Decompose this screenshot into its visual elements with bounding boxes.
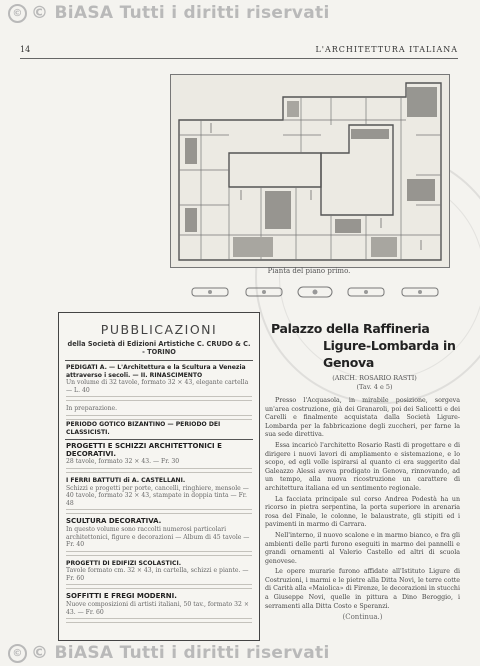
paragraph: La facciata principale sul corso Andrea Podestà ha un ricorso in pietra serpentina, la porta superiore in arenaria rosa del Finale, le colonne, le balaustrate, gli stipiti ed i pavimenti in marmo di Carrara. (265, 495, 460, 529)
page-header (20, 44, 458, 59)
article-byline: (ARCH. ROSARIO RASTI) (332, 374, 417, 382)
watermark-text: © BiASA Tutti i diritti riservati (31, 3, 330, 23)
article-body (265, 397, 460, 611)
ad-entry-details: Un volume di 32 tavole, formato 32 × 43, elegante cartella — L. 40 (66, 379, 252, 402)
ad-entry-heading: PROGETTI E SCHIZZI ARCHITETTONICI E DECORATIVI. (66, 442, 222, 458)
ad-entry (59, 443, 259, 474)
watermark-text: © BiASA Tutti i diritti riservati (31, 643, 330, 663)
ad-entry-details: Schizzi e progetti per porte, cancelli, ringhiere, mensole — 40 tavole, formato 32 × 43, stampate in doppia tinta — Fr. 48 (66, 485, 252, 516)
running-head: L'ARCHITETTURA ITALIANA (315, 45, 458, 54)
ad-entry-heading: SOFFITTI E FREGI MODERNI. (66, 592, 177, 601)
paragraph: Presso l'Acquasola, in mirabile posizione, sorgeva un'area costruzione, già dei Granaroli, poi dei Salicetti e dei Carelli e finalmente acquistata dalla Società Ligure-Lombarda per la fabbricazione degli zuccheri, per farne la sua sede direttiva. (265, 397, 460, 439)
article-title-line-1: Palazzo della Raffineria (271, 321, 430, 336)
divider (65, 439, 253, 440)
article-plate-reference: (Tav. 4 e 5) (356, 383, 393, 391)
ad-entry-heading: PROGETTI DI EDIFIZI SCOLASTICI. (66, 559, 182, 567)
ad-entry-details: Tavole formato cm. 32 × 43, in cartella, schizzi e piante. — Fr. 60 (66, 567, 252, 590)
ad-entry-heading: PEDIGATI A. — L'Architettura e la Scultura a Venezia attraverso i secoli. — II. RINASCIMENTO (66, 364, 246, 379)
article-title-line-2: Ligure-Lombarda in Genova (323, 338, 456, 370)
ad-entry-heading: SCULTURA DECORATIVA. (66, 517, 162, 526)
watermark (8, 643, 330, 663)
page-number: 14 (20, 45, 31, 54)
ad-entry-details: In questo volume sono raccolti numerosi particolari architettonici, figure e decorazioni — Album di 45 tavole — Fr. 40 (66, 526, 252, 557)
paragraph: Le opere murarie furono affidate all'Istituto Ligure di Costruzioni, i marmi e le pietre alla Ditta Novi, le terre cotte di Carità alla «Maiolica» di Firenze, le decorazioni in stucchi a Giuseppe Novi, quelle in pittura a Dino Beroggio, i serramenti alla Ditta Costo e Speranzi. (265, 568, 460, 610)
ad-title: PUBBLICAZIONI (100, 322, 218, 337)
decorative-frieze (190, 285, 440, 299)
ad-entry (59, 560, 259, 591)
floor-plan-drawing (171, 75, 449, 267)
copyright-icon: © (8, 644, 27, 663)
ad-entry (59, 518, 259, 556)
floor-plan-figure (170, 74, 450, 268)
ad-entry (59, 364, 259, 402)
ad-entry-details: 28 tavole, formato 32 × 43. — Fr. 30 (66, 458, 252, 474)
ad-entry-details: In preparazione. (66, 405, 252, 421)
continuation-mark: (Continua.) (342, 613, 383, 622)
paragraph: Essa incaricò l'architetto Rosario Rasti di progettare e di dirigere i nuovi lavori di ampliamento e sistemazione, e lo scopo, ed egli volle ispirarsi al quanto ci era suggerito dal Galeazzo Alessi aveva prodigato in Genova, rinnovando, ad un tempo, alla nuova ricostruzione un carattere di architettura italiana ed un sentimento regionale. (265, 441, 460, 492)
ad-entry (59, 593, 259, 624)
copyright-icon: © (8, 4, 27, 23)
ad-entry (59, 405, 259, 436)
ad-entry-heading: PERIODO GOTICO BIZANTINO — PERIODO DEI CLASSICISTI. (66, 420, 221, 436)
publications-advertisement (58, 312, 260, 641)
article (265, 320, 460, 621)
figure-caption: Pianta del piano primo. (267, 267, 351, 275)
ad-subtitle: della Società di Edizioni Artistiche C. CRUDO & C. - TORINO (67, 340, 251, 356)
watermark (8, 3, 330, 23)
divider (65, 360, 253, 361)
ad-entry-heading: I FERRI BATTUTI di A. CASTELLANI. (66, 476, 186, 484)
ad-entry-details: Nuove composizioni di artisti italiani, 50 tav., formato 32 × 43. — Fr. 60 (66, 601, 252, 624)
paragraph: Nell'interno, il nuovo scalone e in marmo bianco, e fra gli ambienti delle parti furono eseguiti in marmo dei pannelli e grandi ornamenti al Valerio Castello ed altri di scuola genovese. (265, 531, 460, 565)
ad-entry (59, 477, 259, 515)
